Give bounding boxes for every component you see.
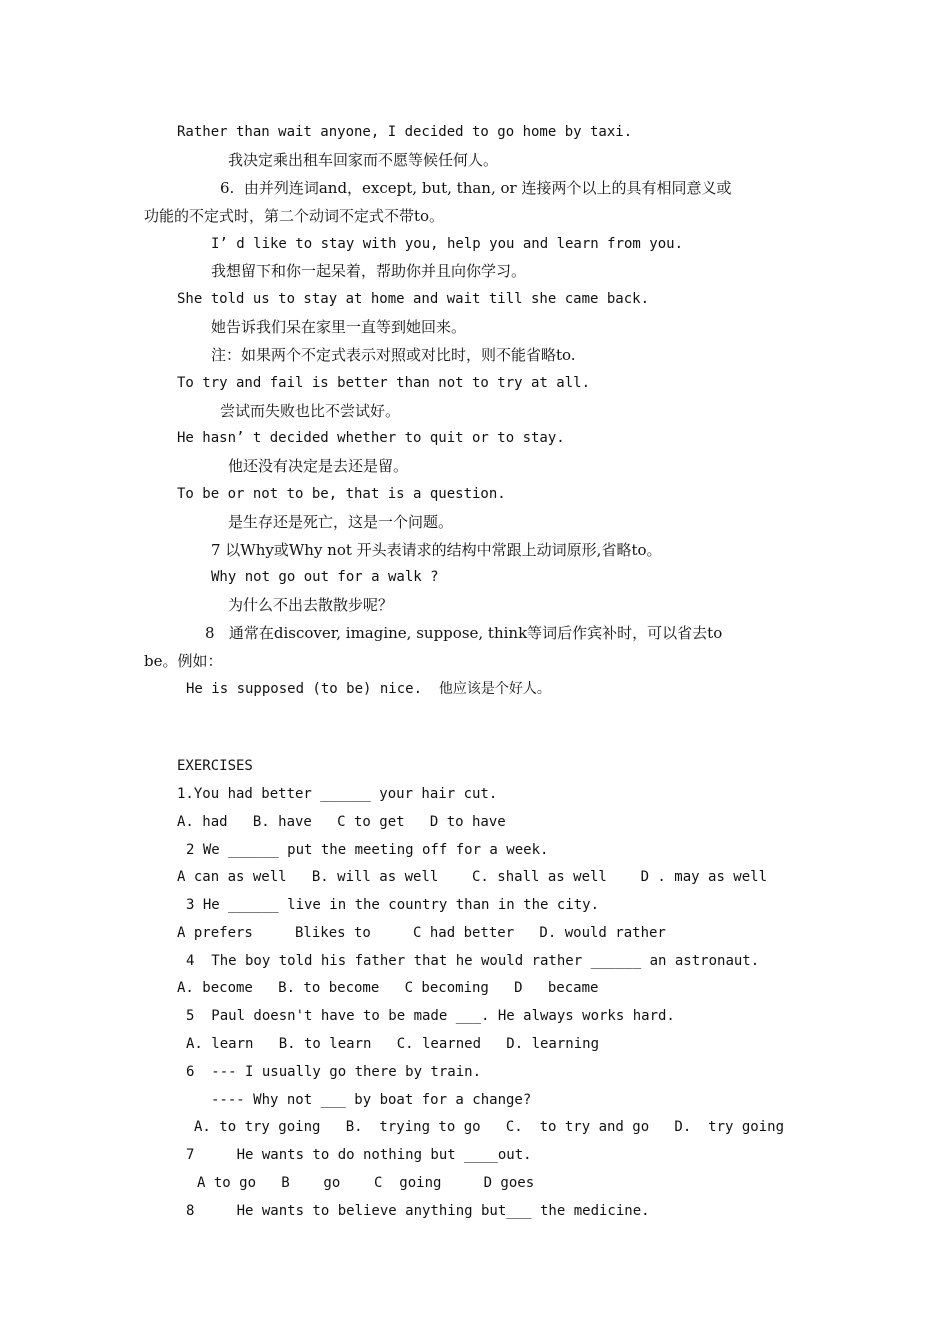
exercise-4-options: A. become B. to become C becoming D became bbox=[177, 980, 599, 996]
exercise-1-options: A. had B. have C to get D to have bbox=[177, 814, 506, 830]
example-try-and-fail: To try and fail is better than not to try at all. bbox=[177, 375, 591, 391]
translation-rather-than: 我决定乘出租车回家而不愿等候任何人。 bbox=[228, 151, 499, 169]
rule-6-line-2: 功能的不定式时，第二个动词不定式不带to。 bbox=[144, 207, 445, 225]
note-contrast: 注：如果两个不定式表示对照或对比时，则不能省略to. bbox=[211, 346, 576, 364]
example-why-not: Why not go out for a walk ? bbox=[211, 569, 439, 585]
translation-try-and-fail: 尝试而失败也比不尝试好。 bbox=[220, 402, 401, 420]
example-rather-than: Rather than wait anyone, I decided to go home by taxi. bbox=[177, 124, 633, 140]
rule-8-line-2: be。例如： bbox=[144, 652, 223, 670]
example-supposed: He is supposed (to be) nice. 他应该是个好人。 bbox=[186, 681, 551, 697]
translation-why-not: 为什么不出去散散步呢？ bbox=[228, 596, 394, 614]
exercise-7-question: 7 He wants to do nothing but ____out. bbox=[186, 1147, 532, 1163]
example-quit-or-stay: He hasn’ t decided whether to quit or to stay. bbox=[177, 430, 565, 446]
rule-8-line-1: 8 通常在discover, imagine, suppose, think等词后作宾补时，可以省去to bbox=[205, 624, 723, 642]
translation-stay-with-you: 我想留下和你一起呆着，帮助你并且向你学习。 bbox=[211, 262, 527, 280]
exercise-3-question: 3 He ______ live in the country than in the city. bbox=[186, 897, 600, 913]
translation-quit-or-stay: 他还没有决定是去还是留。 bbox=[228, 457, 409, 475]
translation-stay-at-home: 她告诉我们呆在家里一直等到她回来。 bbox=[211, 318, 467, 336]
exercise-6-question-line-1: 6 --- I usually go there by train. bbox=[186, 1064, 482, 1080]
exercise-8-question: 8 He wants to believe anything but___ the medicine. bbox=[186, 1203, 650, 1219]
example-to-be: To be or not to be, that is a question. bbox=[177, 486, 506, 502]
example-stay-with-you: I’ d like to stay with you, help you and learn from you. bbox=[211, 236, 684, 252]
exercise-5-options: A. learn B. to learn C. learned D. learning bbox=[186, 1036, 600, 1052]
exercise-1-question: 1.You had better ______ your hair cut. bbox=[177, 786, 498, 802]
exercise-2-options: A can as well B. will as well C. shall as well D . may as well bbox=[177, 869, 768, 885]
exercise-7-options: A to go B go C going D goes bbox=[197, 1175, 535, 1191]
exercise-2-question: 2 We ______ put the meeting off for a week. bbox=[186, 842, 549, 858]
exercise-6-options: A. to try going B. trying to go C. to try and go D. try going bbox=[194, 1119, 785, 1135]
exercise-5-question: 5 Paul doesn't have to be made ___. He always works hard. bbox=[186, 1008, 675, 1024]
rule-6-line-1: 6. 由并列连词and，except, but, than, or 连接两个以上的具有相同意义或 bbox=[220, 179, 732, 197]
example-stay-at-home: She told us to stay at home and wait till she came back. bbox=[177, 291, 650, 307]
rule-7: 7 以Why或Why not 开头表请求的结构中常跟上动词原形,省略to。 bbox=[211, 541, 662, 559]
exercise-6-question-line-2: ---- Why not ___ by boat for a change? bbox=[211, 1092, 532, 1108]
exercise-4-question: 4 The boy told his father that he would rather ______ an astronaut. bbox=[186, 953, 760, 969]
exercises-heading: EXERCISES bbox=[177, 758, 253, 774]
translation-to-be: 是生存还是死亡，这是一个问题。 bbox=[228, 513, 454, 531]
exercise-3-options: A prefers Blikes to C had better D. would rather bbox=[177, 925, 666, 941]
